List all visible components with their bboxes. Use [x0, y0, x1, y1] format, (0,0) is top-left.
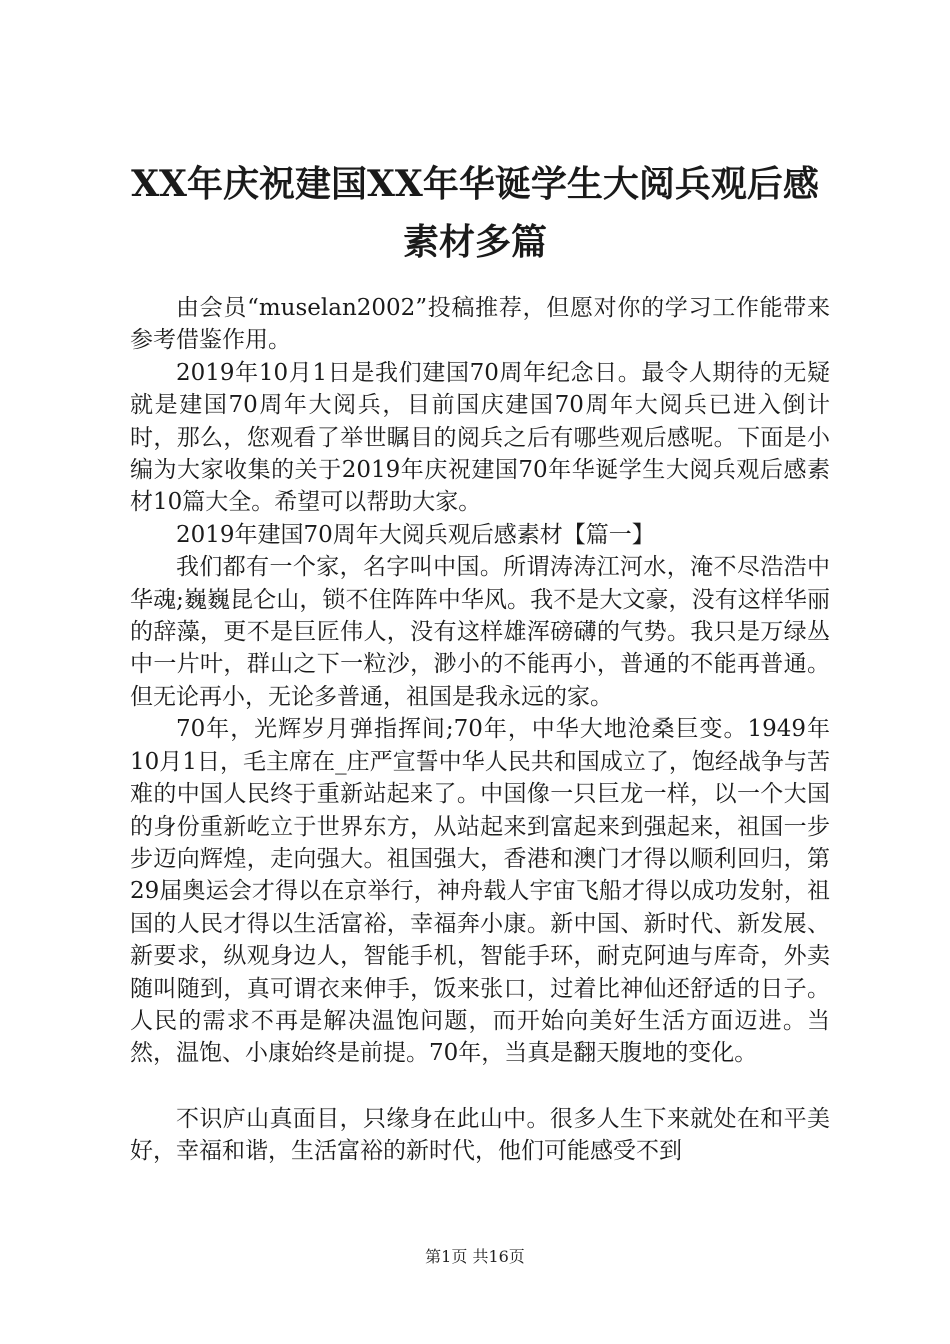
paragraph-spacer	[130, 1070, 830, 1103]
document-title: XX年庆祝建国XX年华诞学生大阅兵观后感素材多篇	[131, 163, 819, 263]
paragraph-body: 70年，光辉岁月弹指挥间;70年，中华大地沧桑巨变。1949年10月1日，毛主席在_庄严宣誓中华人民共和国成立了，饱经战争与苦难的中国人民终于重新站起来了。中国像一只巨龙一样，以一个大国的身份重新屹立于世界东方，从站起来到富起来到强起来，祖国一步步迈向辉煌，走向强大。祖国强大，香港和澳门才得以顺利回归，第29届奥运会才得以在京举行，神舟载人宇宙飞船才得以成功发射，祖国的人民才得以生活富裕，幸福奔小康。新中国、新时代、新发展、新要求，纵观身边人，智能手机，智能手环，耐克阿迪与库奇，外卖随叫随到，真可谓衣来伸手，饭来张口，过着比神仙还舒适的日子。人民的需求不再是解决温饱问题，而开始向美好生活方面迈进。当然，温饱、小康始终是前提。70年，当真是翻天腹地的变化。	[130, 716, 830, 1067]
page-footer: 第1页 共16页	[425, 1247, 525, 1266]
paragraph-overview: 2019年10月1日是我们建国70周年纪念日。最令人期待的无疑就是建国70周年大阅兵，目前国庆建国70周年大阅兵已进入倒计时，那么，您观看了举世瞩目的阅兵之后有哪些观后感呢。下面是小编为大家收集的关于2019年庆祝建国70年华诞学生大阅兵观后感素材10篇大全。希望可以帮助大家。	[130, 359, 830, 516]
paragraph-body: 我们都有一个家，名字叫中国。所谓涛涛江河水，淹不尽浩浩中华魂;巍巍昆仑山，锁不住阵阵中华风。我不是大文豪，没有这样华丽的辞藻，更不是巨匠伟人，没有这样雄浑磅礴的气势。我只是万绿丛中一片叶，群山之下一粒沙，渺小的不能再小，普通的不能再普通。但无论再小，无论多普通，祖国是我永远的家。	[130, 554, 830, 710]
document-body	[130, 292, 830, 1168]
section-heading: 2019年建国70周年大阅兵观后感素材【篇一】	[176, 521, 655, 548]
paragraph-body: 不识庐山真面目，只缘身在此山中。很多人生下来就处在和平美好，幸福和谐，生活富裕的新时代，他们可能感受不到	[130, 1105, 830, 1165]
paragraph-intro: 由会员“muselan2002”投稿推荐，但愿对你的学习工作能带来参考借鉴作用。	[130, 295, 830, 354]
